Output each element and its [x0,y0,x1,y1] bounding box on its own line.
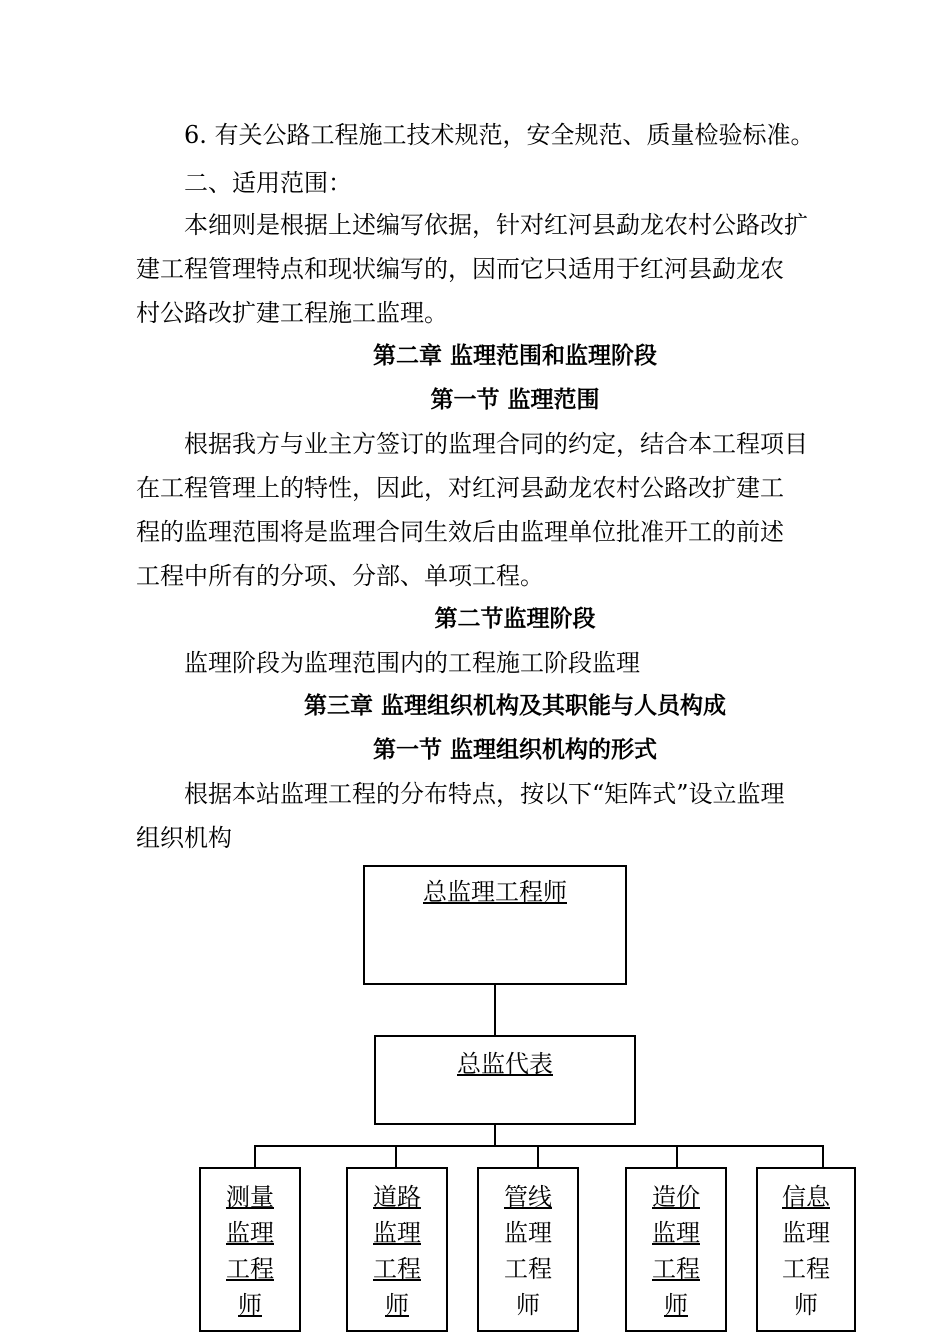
connector-leaf-5 [822,1145,824,1167]
org-box-survey [199,1167,301,1332]
leaf-pipeline-line-3: 工程 [504,1255,552,1283]
paragraph-standards: 6. 有关公路工程施工技术规范，安全规范、质量检验标准。 [184,121,815,149]
leaf-info-line-1: 信息 [782,1183,830,1211]
chapter-3-heading: 第三章 监理组织机构及其职能与人员构成 [303,693,726,719]
org-chief-label: 总监理工程师 [423,878,567,906]
leaf-cost-line-4: 师 [664,1291,688,1319]
leaf-cost-line-1: 造价 [652,1183,700,1211]
paragraph-scope-line-1: 本细则是根据上述编写依据，针对红河县勐龙农村公路改扩 [184,211,808,239]
leaf-road-line-2: 监理 [373,1219,421,1247]
org-box-deputy [374,1035,636,1125]
connector-leaf-1 [254,1145,256,1167]
connector-chief-to-deputy [494,985,496,1035]
leaf-info-line-2: 监理 [782,1219,830,1247]
paragraph-range-line-4: 工程中所有的分项、分部、单项工程。 [136,562,544,590]
section-1-heading: 第一节 监理范围 [430,387,600,413]
connector-leaf-3 [537,1145,539,1167]
leaf-info-line-4: 师 [794,1291,818,1319]
leaf-cost-line-3: 工程 [652,1255,700,1283]
paragraph-stage: 监理阶段为监理范围内的工程施工阶段监理 [184,649,640,677]
section-org-heading: 第一节 监理组织机构的形式 [372,737,657,763]
leaf-pipeline-line-1: 管线 [504,1183,552,1211]
org-box-cost [625,1167,727,1332]
connector-leaf-2 [395,1145,397,1167]
section-2-heading: 第二节监理阶段 [434,606,596,632]
leaf-road-line-4: 师 [385,1291,409,1319]
leaf-pipeline-line-2: 监理 [504,1219,552,1247]
paragraph-scope-heading: 二、适用范围： [184,169,352,197]
org-box-chief [363,865,627,985]
paragraph-org-line-2: 组织机构 [136,824,232,852]
connector-deputy-down [494,1125,496,1147]
org-box-road [346,1167,448,1332]
connector-leaf-4 [676,1145,678,1167]
paragraph-range-line-2: 在工程管理上的特性，因此，对红河县勐龙农村公路改扩建工 [136,474,784,502]
org-deputy-label: 总监代表 [457,1050,553,1078]
chapter-2-heading: 第二章 监理范围和监理阶段 [372,343,657,369]
paragraph-scope-line-3: 村公路改扩建工程施工监理。 [136,299,448,327]
leaf-survey-line-2: 监理 [226,1219,274,1247]
org-box-info [756,1167,856,1332]
org-box-pipeline [477,1167,579,1332]
leaf-info-line-3: 工程 [782,1255,830,1283]
leaf-survey-line-4: 师 [238,1291,262,1319]
leaf-road-line-1: 道路 [373,1183,421,1211]
leaf-cost-line-2: 监理 [652,1219,700,1247]
connector-horizontal [254,1145,824,1147]
leaf-road-line-3: 工程 [373,1255,421,1283]
paragraph-scope-line-2: 建工程管理特点和现状编写的，因而它只适用于红河县勐龙农 [136,255,784,283]
leaf-pipeline-line-4: 师 [516,1291,540,1319]
paragraph-range-line-1: 根据我方与业主方签订的监理合同的约定，结合本工程项目 [184,430,808,458]
paragraph-org-line-1: 根据本站监理工程的分布特点，按以下“矩阵式”设立监理 [184,780,785,808]
leaf-survey-line-3: 工程 [226,1255,274,1283]
paragraph-range-line-3: 程的监理范围将是监理合同生效后由监理单位批准开工的前述 [136,518,784,546]
leaf-survey-line-1: 测量 [226,1183,274,1211]
